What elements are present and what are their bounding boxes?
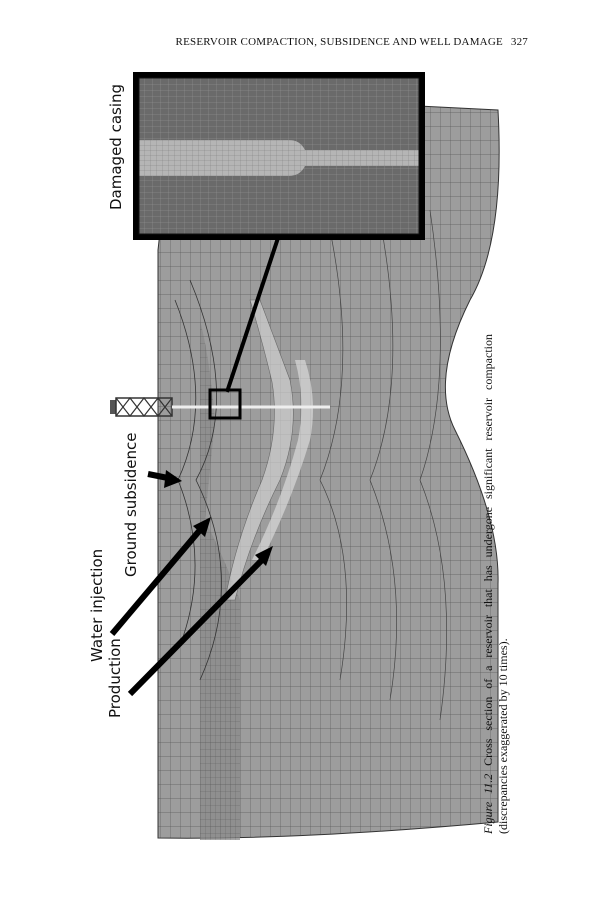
label-production: Production — [106, 638, 124, 718]
label-damaged-casing: Damaged casing — [107, 83, 125, 210]
caption-text: Cross section of a reservoir that has undergone significant reservoir compaction (discrepancies exaggerated by 10 times). — [481, 333, 510, 834]
label-water-injection: Water injection — [88, 548, 106, 662]
figure-caption — [481, 334, 511, 834]
running-head-title: RESERVOIR COMPACTION, SUBSIDENCE AND WELL DAMAGE — [175, 36, 503, 48]
figure-number: Figure 11.2 — [481, 773, 495, 834]
label-ground-subsidence: Ground subsidence — [122, 432, 140, 577]
damaged-casing-inset — [133, 72, 425, 240]
page-number: 327 — [510, 36, 528, 48]
